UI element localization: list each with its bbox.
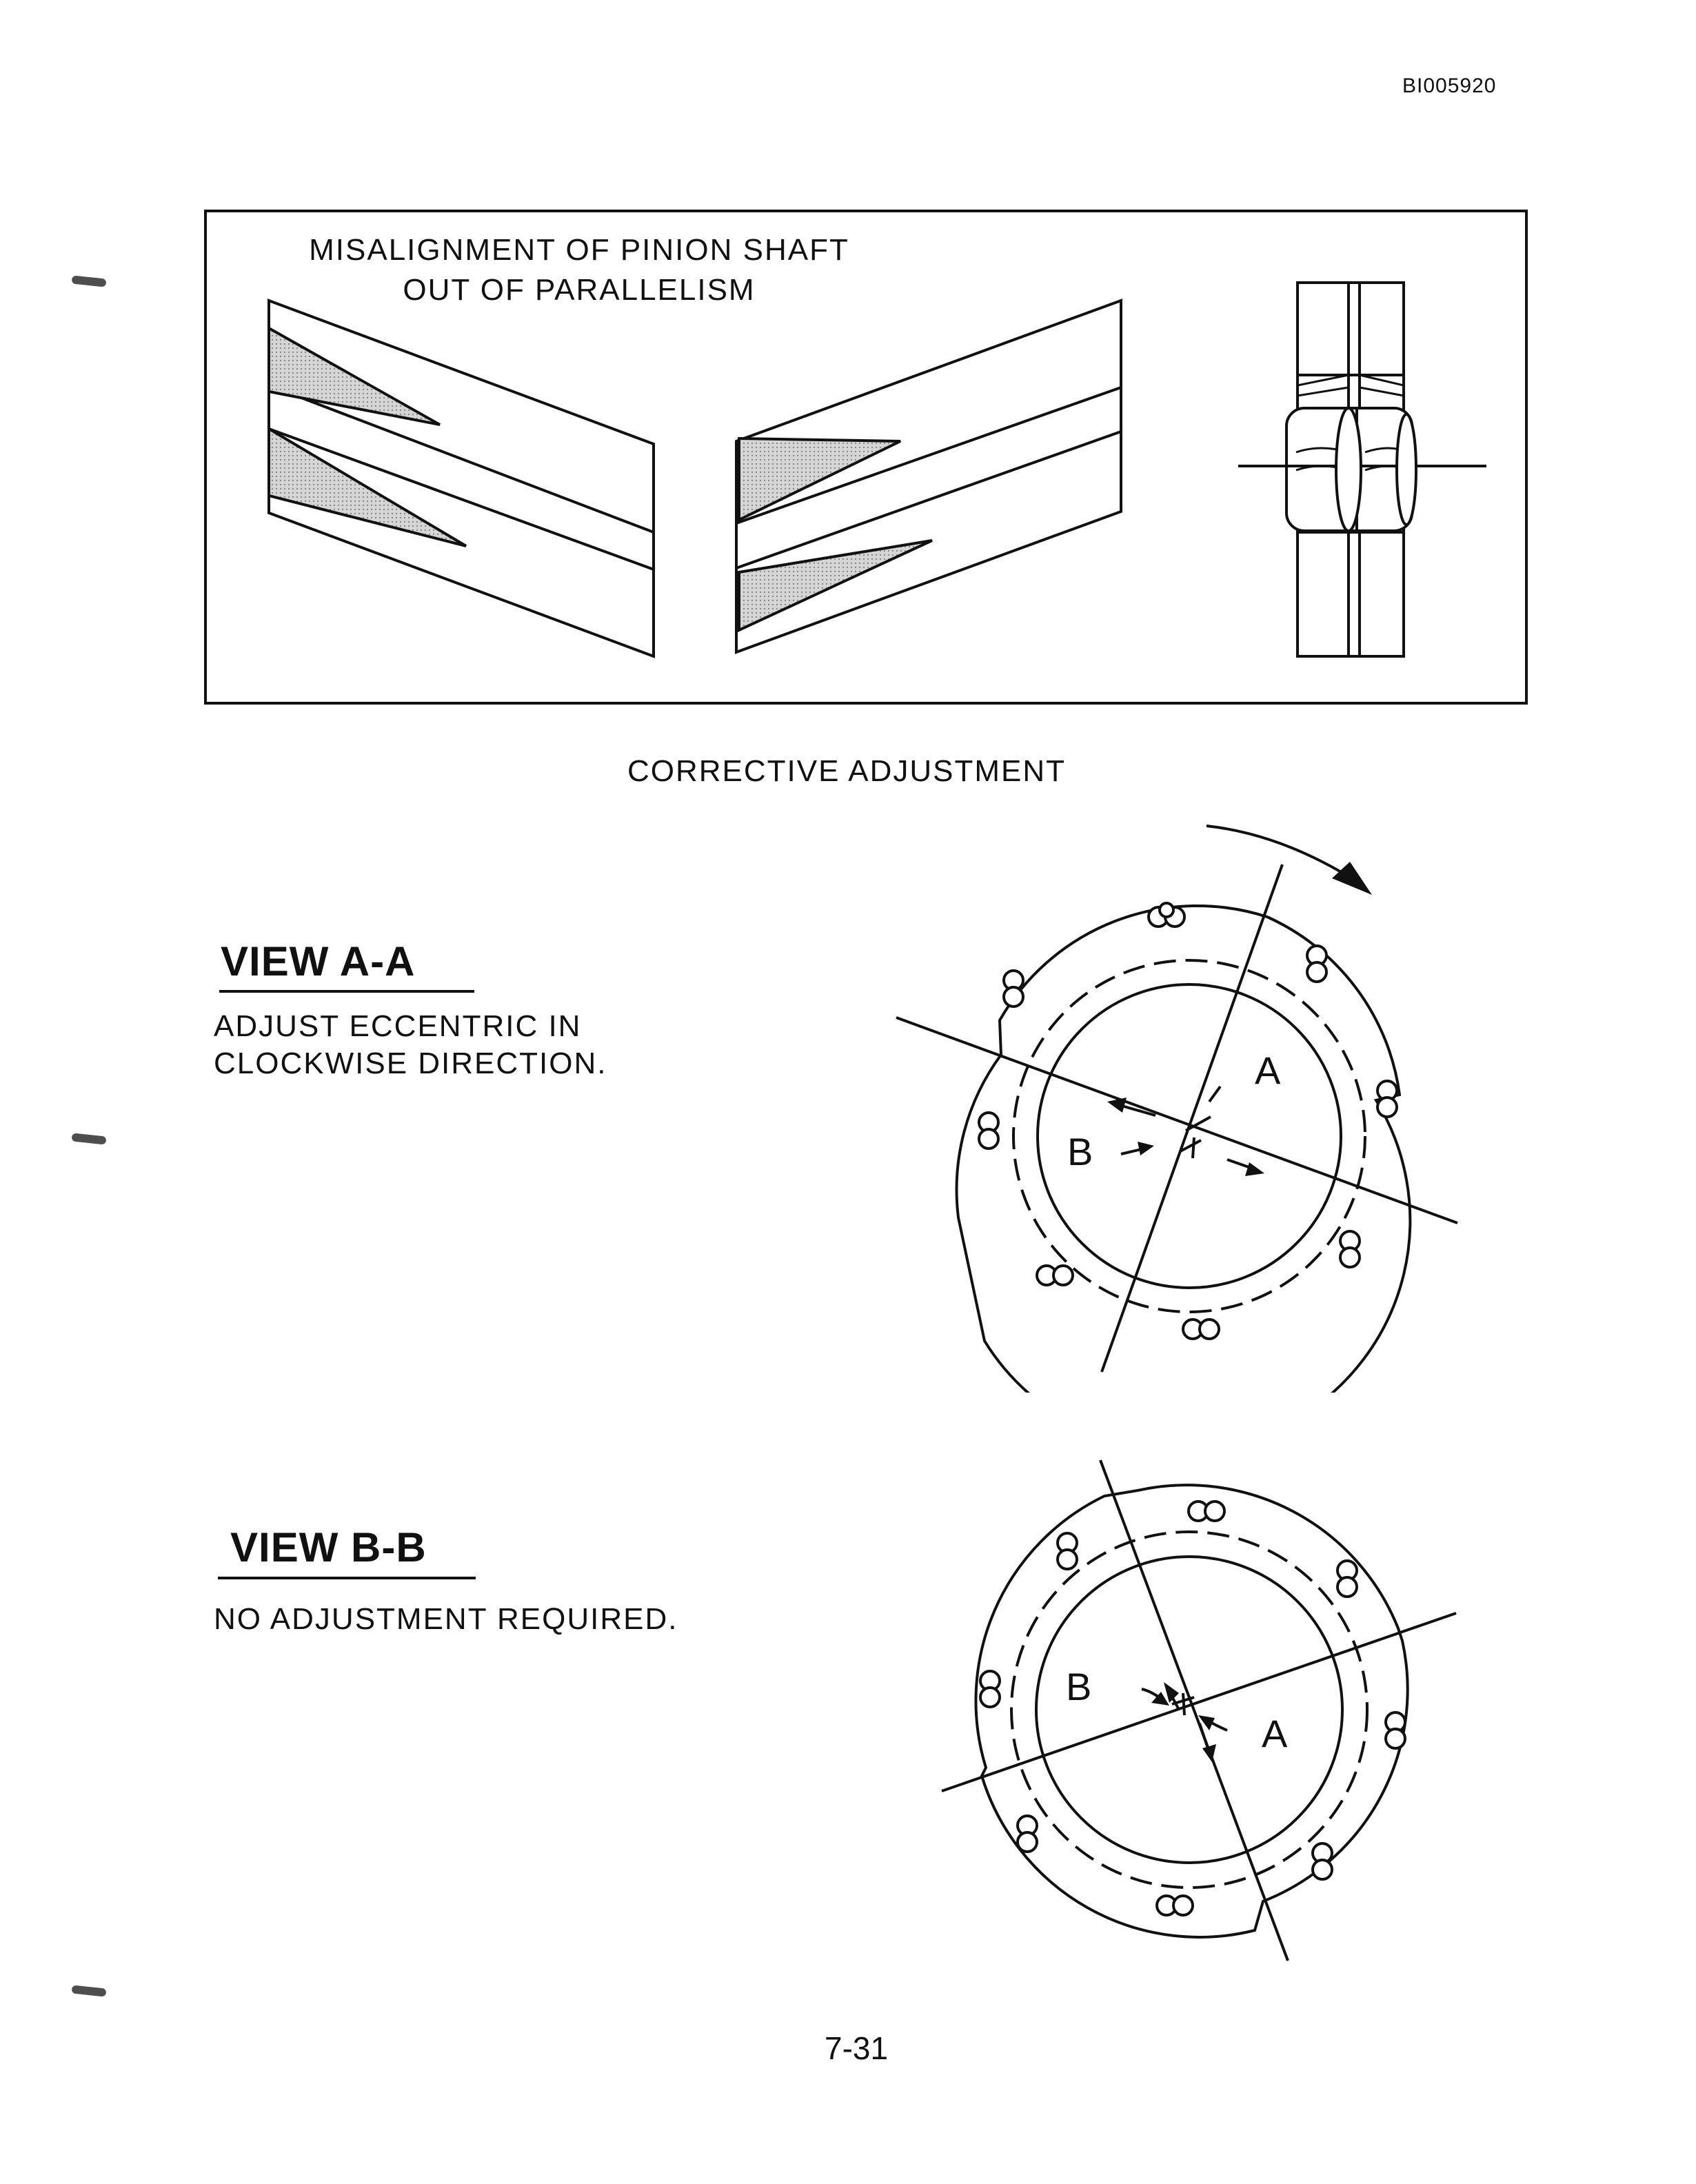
view-a-title: VIEW A-A [221, 938, 416, 984]
view-b-title: VIEW B-B [230, 1524, 427, 1570]
view-a-underline [219, 990, 474, 993]
view-b-underline [218, 1577, 476, 1579]
scan-mark [72, 275, 107, 287]
view-a-eccentric-diagram [882, 813, 1475, 1393]
clockwise-arrow [1207, 826, 1358, 882]
section-heading: CORRECTIVE ADJUSTMENT [627, 754, 1067, 788]
view-a-instruction [214, 1008, 738, 1082]
document-id: BI005920 [1402, 74, 1497, 97]
view-b-label-b: B [1066, 1665, 1092, 1708]
misalignment-diagram [204, 210, 1528, 705]
right-contact-pattern [736, 301, 1121, 652]
view-a-label-a: A [1255, 1049, 1281, 1092]
view-a-label-b: B [1067, 1130, 1093, 1173]
left-contact-pattern [269, 301, 654, 656]
view-b-instruction: NO ADJUSTMENT REQUIRED. [214, 1602, 678, 1636]
view-a-instruction-line2: CLOCKWISE DIRECTION. [214, 1046, 607, 1080]
figure-title-line2: OUT OF PARALLELISM [403, 273, 756, 307]
gear-side-view [1238, 283, 1486, 656]
scan-mark [72, 1133, 107, 1144]
page-number: 7-31 [825, 2030, 889, 2066]
scan-mark [72, 1985, 107, 1996]
view-b-eccentric-diagram [924, 1448, 1475, 1972]
figure-title-line1: MISALIGNMENT OF PINION SHAFT [309, 233, 849, 267]
view-a-instruction-line1: ADJUST ECCENTRIC IN [214, 1009, 582, 1043]
view-b-label-a: A [1262, 1712, 1288, 1755]
